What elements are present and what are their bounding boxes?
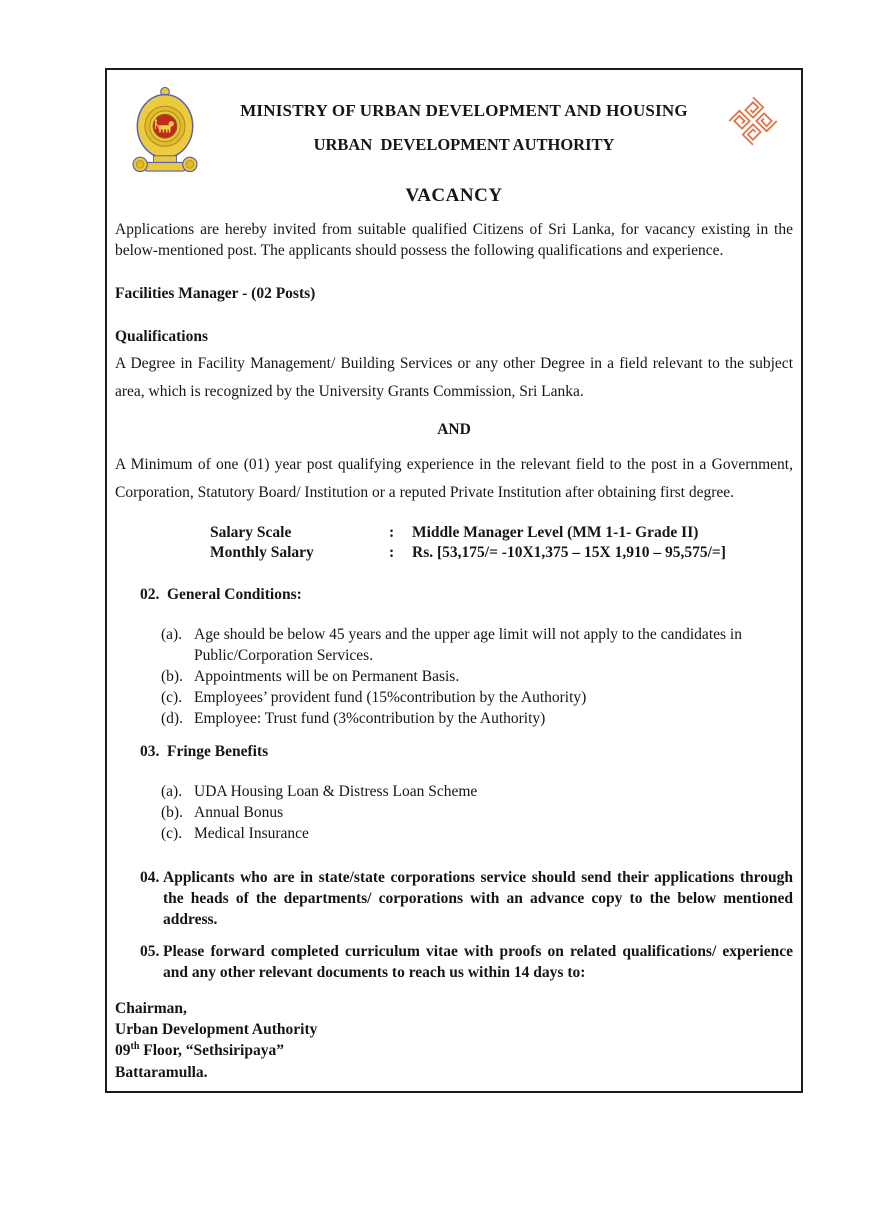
address-block (115, 998, 793, 1083)
note-number: 05. (140, 942, 160, 960)
address-floor (115, 1040, 793, 1061)
benefit-item (115, 823, 793, 844)
address-chairman: Chairman, (115, 999, 187, 1017)
condition-item (115, 708, 793, 729)
item-label: (b). (161, 668, 183, 686)
address-authority: Urban Development Authority (115, 1021, 318, 1039)
sri-lanka-national-emblem-icon (115, 85, 215, 175)
item-text: Employee: Trust fund (3%contribution by the Authority) (194, 710, 546, 728)
header-titles (215, 85, 713, 155)
salary-scale-value: Middle Manager Level (MM 1-1- Grade II) (412, 523, 699, 541)
salary-row-monthly (210, 543, 793, 563)
condition-item (115, 687, 793, 708)
address-floor-ordinal: th (130, 1041, 140, 1053)
document-header (115, 70, 793, 175)
section-general-conditions-heading (115, 586, 793, 604)
monthly-salary-value: Rs. [53,175/= -10X1,375 – 15X 1,910 – 95,575/=] (412, 544, 726, 562)
item-label: (d). (161, 710, 183, 728)
and-connector: AND (437, 420, 471, 438)
uda-knot-logo-icon (713, 85, 793, 151)
address-floor-number: 09 (115, 1042, 131, 1060)
page-title: VACANCY (405, 185, 503, 206)
item-label: (a). (161, 625, 183, 643)
note-number: 04. (140, 868, 160, 886)
item-label: (c). (161, 825, 183, 843)
monthly-salary-separator: : (389, 544, 395, 562)
fringe-benefits-list (115, 781, 793, 844)
condition-item (115, 666, 793, 687)
intro-paragraph: Applications are hereby invited from suitable qualified Citizens of Sri Lanka, for vacancy existing in the below-mentioned post. The applicants should possess the following qualifications and experience. (115, 221, 793, 260)
note-04 (115, 867, 793, 930)
item-text: Annual Bonus (194, 804, 284, 822)
benefit-item (115, 802, 793, 823)
condition-item (115, 624, 793, 666)
item-text: Age should be below 45 years and the upper age limit will not apply to the candidates in Public/Corporation Services. (194, 625, 742, 664)
item-text: UDA Housing Loan & Distress Loan Scheme (194, 783, 478, 801)
item-text: Appointments will be on Permanent Basis. (194, 668, 460, 686)
section-heading-text: General Conditions: (167, 585, 302, 603)
item-label: (a). (161, 783, 183, 801)
section-fringe-benefits-heading (115, 743, 793, 761)
address-city: Battaramulla. (115, 1063, 208, 1081)
salary-scale-label: Salary Scale (210, 523, 292, 541)
item-label: (b). (161, 804, 183, 822)
address-floor-rest: Floor, “Sethsiripaya” (139, 1042, 284, 1060)
qualifications-heading: Qualifications (115, 328, 209, 346)
benefit-item (115, 781, 793, 802)
document-border (105, 68, 803, 1093)
degree-paragraph: A Degree in Facility Management/ Building Services or any other Degree in a field relevant to the subject area, which is recognized by the University Grants Commission, Sri Lanka. (115, 355, 793, 401)
section-number: 02. (140, 585, 160, 603)
monthly-salary-label: Monthly Salary (210, 544, 314, 562)
item-label: (c). (161, 689, 183, 707)
salary-scale-separator: : (389, 523, 395, 541)
salary-table (210, 523, 793, 564)
note-text: Please forward completed curriculum vitae with proofs on related qualifications/ experience and any other relevant documents to reach us within 14 days to: (163, 942, 793, 981)
note-text: Applicants who are in state/state corporations service should send their applications through the heads of the departments/ corporations with an advance copy to the below mentioned address. (163, 868, 793, 928)
post-title: Facilities Manager - (02 Posts) (115, 285, 316, 303)
item-text: Medical Insurance (194, 825, 309, 843)
general-conditions-list (115, 624, 793, 729)
note-05 (115, 941, 793, 983)
experience-paragraph: A Minimum of one (01) year post qualifying experience in the relevant field to the post in a Government, Corporation, Statutory Board/ Institution or a reputed Private Institution after obtaining first degree. (115, 455, 793, 501)
item-text: Employees’ provident fund (15%contribution by the Authority) (194, 689, 587, 707)
section-heading-text: Fringe Benefits (167, 743, 269, 761)
section-number: 03. (140, 743, 160, 761)
salary-row-scale (210, 523, 793, 543)
ministry-title: MINISTRY OF URBAN DEVELOPMENT AND HOUSING (240, 101, 688, 120)
authority-title: URBAN DEVELOPMENT AUTHORITY (313, 135, 615, 154)
